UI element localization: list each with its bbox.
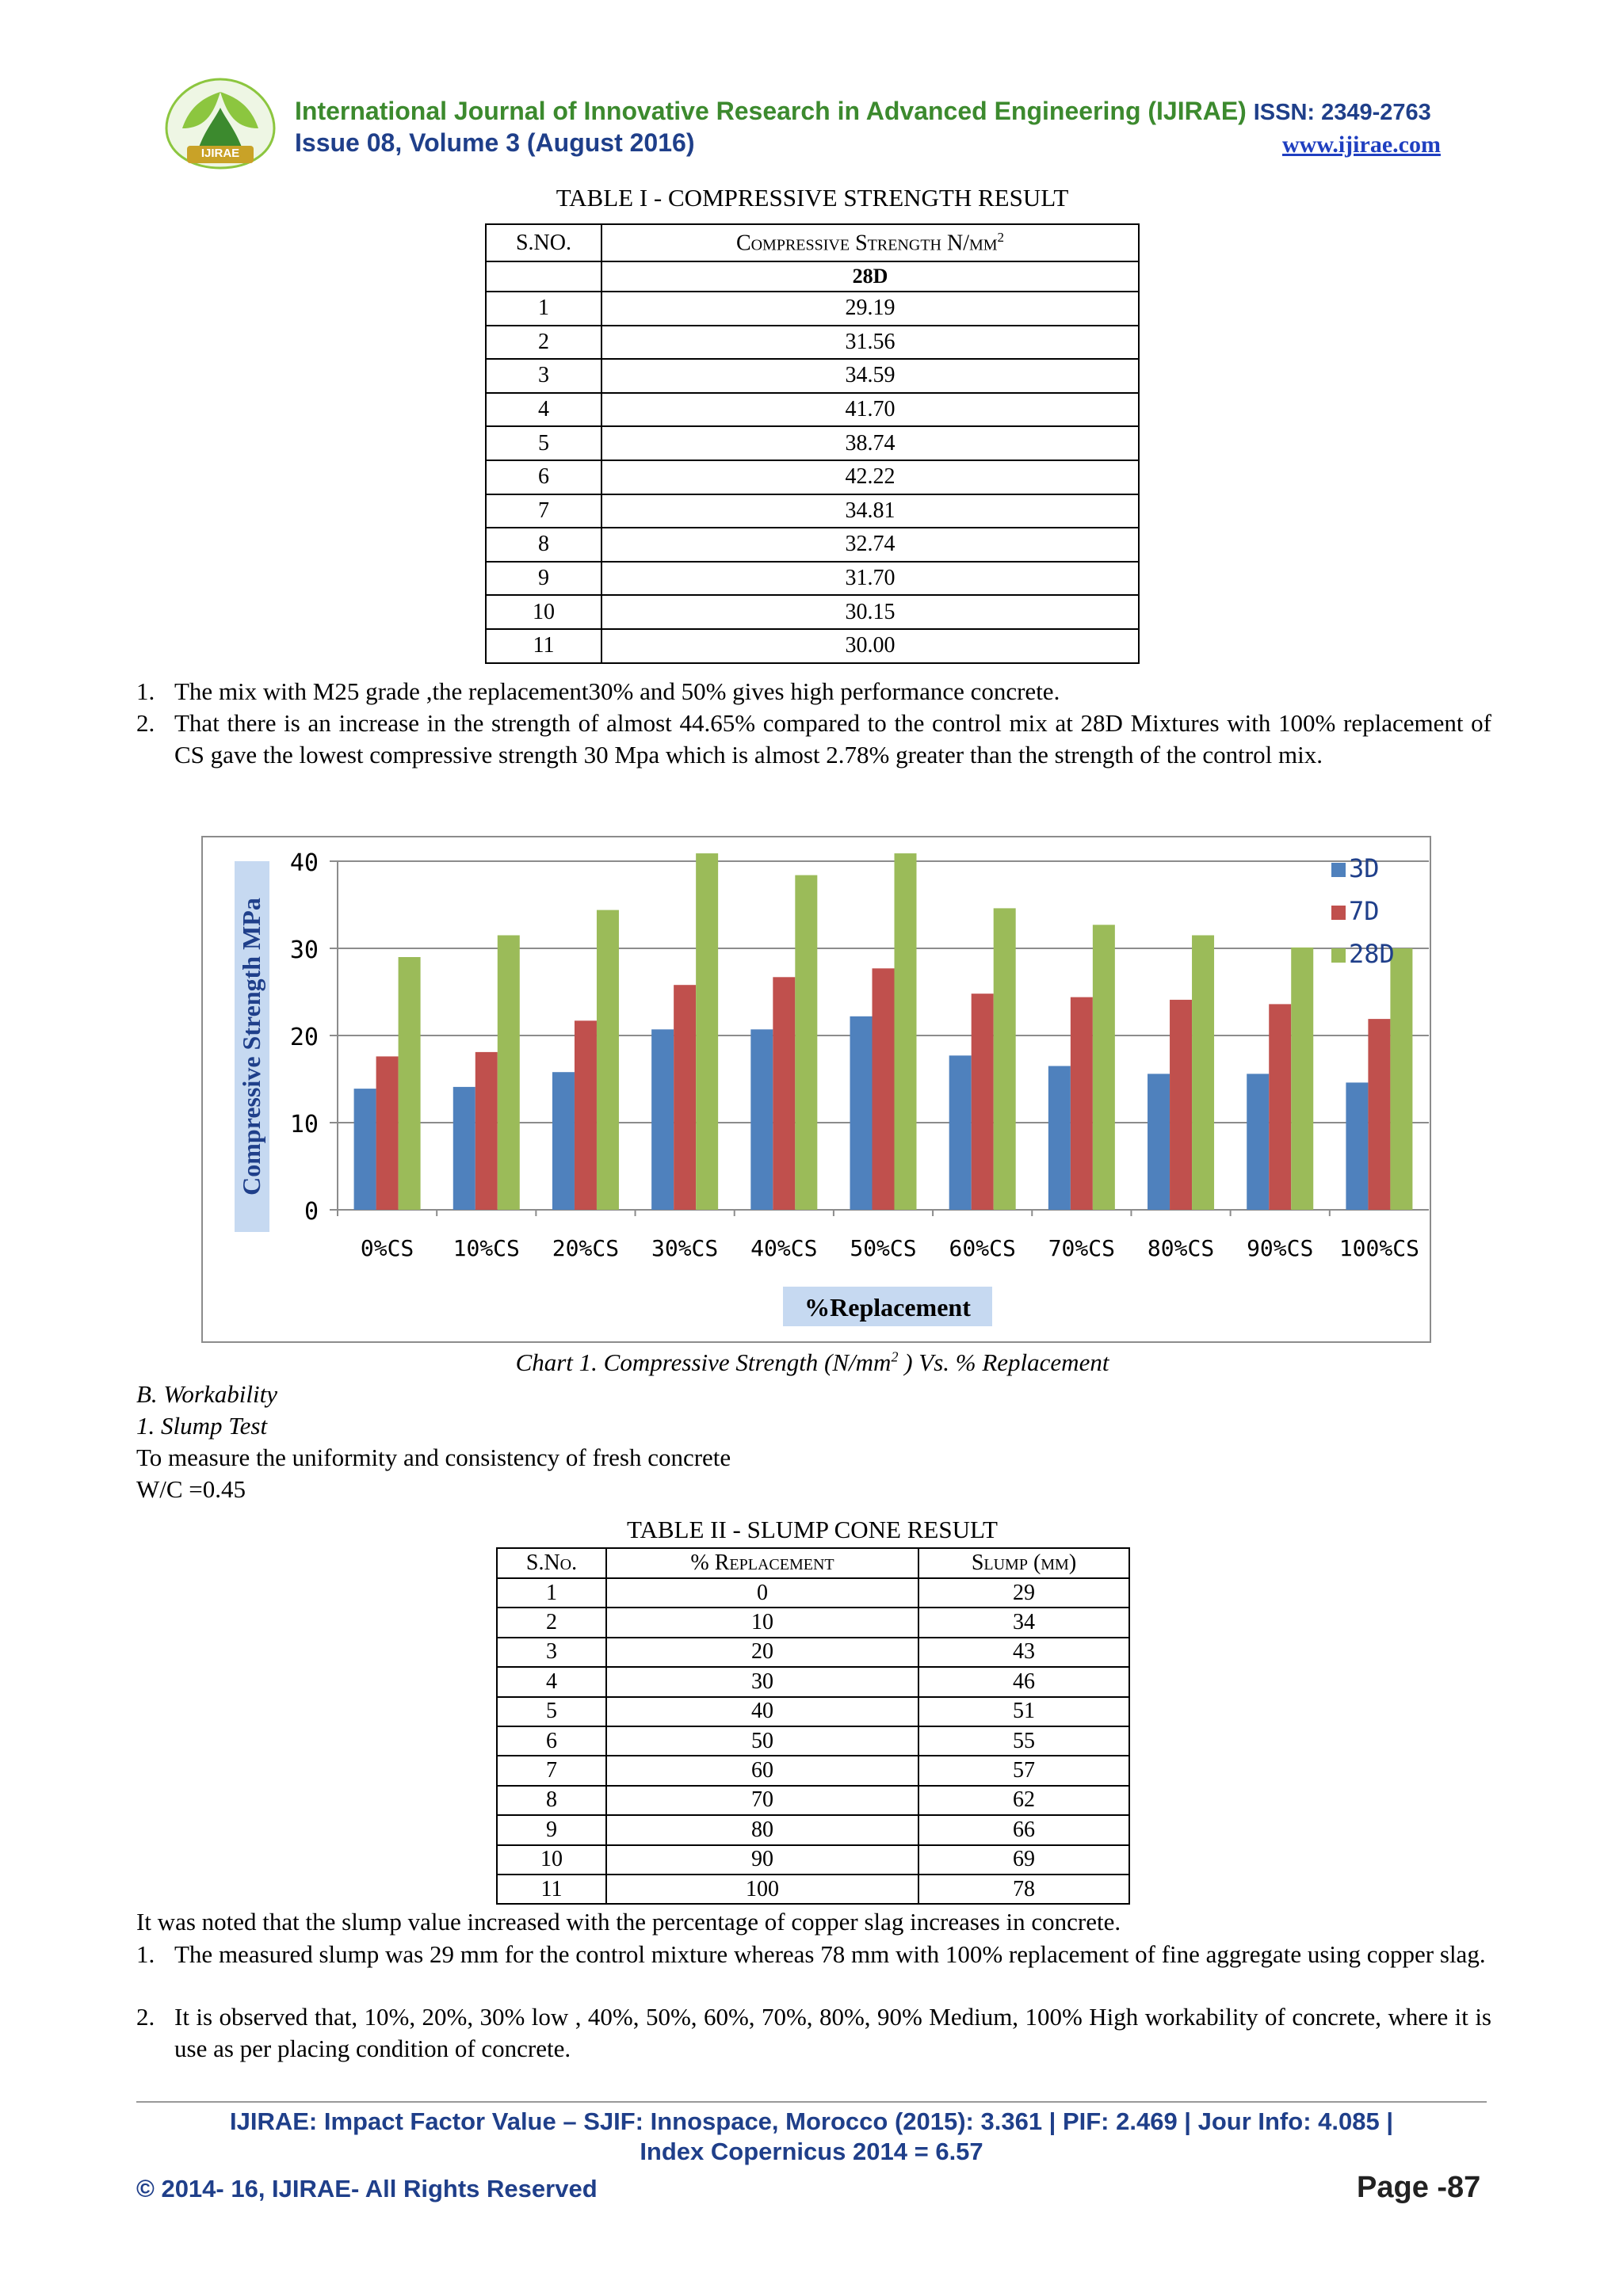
table1-subheader-blank: [486, 261, 601, 292]
table1-cell-strength: 34.81: [601, 494, 1139, 528]
table1-cell-sno: 9: [486, 562, 601, 596]
table1-header-strength-text: Compressive Strength N/mm: [735, 231, 998, 256]
table2-cell-sno: 9: [497, 1815, 606, 1844]
table1-cell-strength: 34.59: [601, 359, 1139, 393]
bar-7d-100pctcs: [1368, 1019, 1390, 1210]
page-number: Page -87: [1357, 2171, 1481, 2204]
table1-cell-sno: 10: [486, 595, 601, 629]
legend-swatch-3d: [1331, 863, 1346, 877]
bar-28d-40pctcs: [795, 875, 817, 1210]
table2-row: [497, 1726, 1129, 1756]
table2-caption: TABLE II - SLUMP CONE RESULT: [627, 1516, 998, 1543]
legend-label-7d: 7D: [1349, 896, 1380, 926]
table1-cell-strength: 42.22: [601, 460, 1139, 494]
table2-cell-replacement: 80: [606, 1815, 918, 1844]
bar-7d-10pctcs: [475, 1052, 498, 1210]
x-tick-label: 90%CS: [1247, 1235, 1314, 1261]
table2-row: [497, 1756, 1129, 1785]
list1-item-2-number: 2.: [136, 709, 155, 737]
list1-item-2-text: That there is an increase in the strength of almost 44.65% compared to the control mix at 28D Mixtures with 100% replacement of CS gave the lowest compressive strength 30 Mpa which is almost 2.78% greater than the strength of the control mix.: [174, 709, 1491, 769]
table2-row: [497, 1578, 1129, 1608]
x-tick-label: 40%CS: [750, 1235, 818, 1261]
y-tick-label: 0: [304, 1198, 319, 1226]
workability-heading: B. Workability: [136, 1380, 277, 1408]
table1-cell-strength: 29.19: [601, 292, 1139, 326]
table2-cell-replacement: 60: [606, 1756, 918, 1785]
compressive-strength-chart: [203, 837, 1430, 1341]
table2-cell-sno: 5: [497, 1697, 606, 1726]
table2-cell-sno: 6: [497, 1726, 606, 1756]
table1-row: [486, 359, 1139, 393]
table1-cell-sno: 11: [486, 629, 601, 663]
bar-7d-80pctcs: [1170, 1000, 1192, 1210]
bar-28d-30pctcs: [696, 853, 718, 1210]
bar-7d-0pctcs: [376, 1056, 399, 1210]
legend-swatch-7d: [1331, 906, 1346, 920]
table1-row: [486, 426, 1139, 460]
list2-item-1-number: 1.: [136, 1940, 155, 1968]
chart-caption-post: ) Vs. % Replacement: [898, 1348, 1109, 1376]
x-tick-label: 70%CS: [1048, 1235, 1116, 1261]
table1-cell-strength: 30.15: [601, 595, 1139, 629]
bar-3d-0pctcs: [354, 1089, 376, 1210]
table2-cell-slump: 43: [918, 1638, 1129, 1667]
legend-label-3d: 3D: [1349, 853, 1380, 883]
table1-header-sno: S.NO.: [486, 224, 601, 261]
table1-cell-strength: 32.74: [601, 528, 1139, 562]
bar-28d-90pctcs: [1291, 948, 1313, 1210]
bar-7d-70pctcs: [1071, 997, 1093, 1210]
table2-cell-sno: 11: [497, 1875, 606, 1904]
table1-cell-sno: 6: [486, 460, 601, 494]
table1-cell-sno: 8: [486, 528, 601, 562]
chart-frame: [201, 836, 1431, 1343]
slump-note: It was noted that the slump value increased with the percentage of copper slag increases in concrete.: [136, 1908, 1121, 1936]
table2-header-replacement: % Replacement: [606, 1548, 918, 1578]
bar-7d-20pctcs: [575, 1020, 597, 1210]
table2-row: [497, 1845, 1129, 1875]
table2-cell-replacement: 20: [606, 1638, 918, 1667]
footer-divider: [136, 2101, 1487, 2103]
table2-row: [497, 1638, 1129, 1667]
list1-item-1-number: 1.: [136, 677, 155, 705]
table2-row: [497, 1667, 1129, 1696]
table1-header-sup: 2: [997, 230, 1005, 246]
table2-row: [497, 1786, 1129, 1815]
list1-item-1-text: The mix with M25 grade ,the replacement30% and 50% gives high performance concrete.: [174, 677, 1060, 705]
table1-row: [486, 393, 1139, 427]
table2-cell-slump: 69: [918, 1845, 1129, 1875]
table2-cell-slump: 55: [918, 1726, 1129, 1756]
table1-cell-sno: 4: [486, 393, 601, 427]
bar-7d-60pctcs: [972, 994, 994, 1210]
y-axis-label: Compressive Strength MPa: [237, 898, 265, 1196]
journal-logo: [158, 73, 282, 173]
bar-28d-80pctcs: [1192, 936, 1214, 1211]
bar-3d-100pctcs: [1346, 1082, 1368, 1210]
bar-28d-100pctcs: [1390, 948, 1412, 1210]
table2-row: [497, 1697, 1129, 1726]
list1-item-1: [136, 676, 1491, 707]
bar-3d-80pctcs: [1148, 1074, 1170, 1210]
bar-3d-60pctcs: [949, 1055, 972, 1210]
bar-3d-40pctcs: [750, 1029, 773, 1210]
journal-title: International Journal of Innovative Research in Advanced Engineering (IJIRAE): [295, 97, 1247, 125]
table1-header-strength: [601, 224, 1139, 261]
table1-cell-strength: 38.74: [601, 426, 1139, 460]
list2-item-2-text: It is observed that, 10%, 20%, 30% low , 40%, 50%, 60%, 70%, 80%, 90% Medium, 100% High workability of concrete, where it is use as per placing condition of concrete.: [174, 2003, 1491, 2062]
table1-cell-sno: 2: [486, 326, 601, 360]
table2-cell-slump: 34: [918, 1608, 1129, 1637]
table1-cell-sno: 1: [486, 292, 601, 326]
x-tick-label: 30%CS: [651, 1235, 719, 1261]
table1-row: [486, 528, 1139, 562]
slump-cone-table: [496, 1547, 1130, 1905]
x-tick-label: 10%CS: [453, 1235, 520, 1261]
logo-text: IJIRAE: [200, 147, 240, 160]
slump-test-heading: 1. Slump Test: [136, 1412, 268, 1440]
table2-cell-slump: 57: [918, 1756, 1129, 1785]
slump-test-description: To measure the uniformity and consistency of fresh concrete: [136, 1444, 731, 1471]
table1-cell-sno: 5: [486, 426, 601, 460]
table2-cell-slump: 62: [918, 1786, 1129, 1815]
issn: ISSN: 2349-2763: [1253, 100, 1431, 125]
x-axis-label: %Replacement: [804, 1293, 971, 1322]
table2-header-slump: Slump (mm): [918, 1548, 1129, 1578]
table1-cell-strength: 41.70: [601, 393, 1139, 427]
table1-row: [486, 629, 1139, 663]
x-tick-label: 50%CS: [850, 1235, 917, 1261]
bar-3d-10pctcs: [453, 1087, 475, 1210]
table1-row: [486, 562, 1139, 596]
bar-28d-60pctcs: [994, 908, 1016, 1210]
journal-url-link[interactable]: www.ijirae.com: [1282, 132, 1441, 158]
footer-copyright: © 2014- 16, IJIRAE- All Rights Reserved: [136, 2175, 598, 2203]
table2-cell-replacement: 40: [606, 1697, 918, 1726]
bar-3d-50pctcs: [850, 1016, 873, 1210]
table1-caption: TABLE I - COMPRESSIVE STRENGTH RESULT: [556, 184, 1069, 212]
footer-index-line: Index Copernicus 2014 = 6.57: [640, 2138, 983, 2165]
bar-28d-0pctcs: [399, 957, 421, 1210]
compressive-strength-table: [485, 223, 1140, 664]
list2-item-2-number: 2.: [136, 2003, 155, 2031]
table2-cell-sno: 8: [497, 1786, 606, 1815]
list2-item-1-text: The measured slump was 29 mm for the control mixture whereas 78 mm with 100% replacement of fine aggregate using copper slag.: [174, 1940, 1486, 1968]
bar-3d-90pctcs: [1247, 1074, 1269, 1210]
table2-cell-replacement: 100: [606, 1875, 918, 1904]
x-tick-label: 20%CS: [552, 1235, 620, 1261]
table1-row: [486, 326, 1139, 360]
table1-cell-strength: 31.56: [601, 326, 1139, 360]
bar-3d-20pctcs: [552, 1072, 575, 1210]
table2-cell-sno: 1: [497, 1578, 606, 1608]
table2-cell-sno: 4: [497, 1667, 606, 1696]
table2-cell-replacement: 10: [606, 1608, 918, 1637]
chart-caption-pre: Chart 1. Compressive Strength (N/mm: [515, 1348, 892, 1376]
table2-cell-sno: 7: [497, 1756, 606, 1785]
table2-cell-slump: 66: [918, 1815, 1129, 1844]
water-cement-ratio: W/C =0.45: [136, 1475, 246, 1503]
table1-cell-strength: 30.00: [601, 629, 1139, 663]
table1-cell-strength: 31.70: [601, 562, 1139, 596]
list1-item-2: [136, 707, 1491, 803]
table2-cell-sno: 10: [497, 1845, 606, 1875]
issue-info: Issue 08, Volume 3 (August 2016): [295, 128, 695, 157]
bar-28d-50pctcs: [895, 853, 917, 1210]
x-tick-label: 80%CS: [1147, 1235, 1215, 1261]
y-tick-label: 10: [289, 1111, 319, 1138]
bar-7d-30pctcs: [674, 985, 696, 1210]
table1-row: [486, 494, 1139, 528]
y-tick-label: 20: [289, 1024, 319, 1051]
table2-cell-sno: 2: [497, 1608, 606, 1637]
table2-header-sno: S.No.: [497, 1548, 606, 1578]
table2-cell-replacement: 30: [606, 1667, 918, 1696]
list2-item-1: [136, 1939, 1491, 2002]
table1-cell-sno: 7: [486, 494, 601, 528]
table2-cell-slump: 29: [918, 1578, 1129, 1608]
bar-28d-70pctcs: [1093, 925, 1115, 1210]
bar-28d-10pctcs: [498, 936, 520, 1211]
table1-row: [486, 595, 1139, 629]
table2-row: [497, 1608, 1129, 1637]
bar-3d-70pctcs: [1048, 1066, 1071, 1211]
table2-row: [497, 1815, 1129, 1844]
table2-cell-replacement: 0: [606, 1578, 918, 1608]
chart-caption-sup: 2: [891, 1348, 899, 1365]
legend-swatch-28d: [1331, 948, 1346, 963]
table2-cell-replacement: 90: [606, 1845, 918, 1875]
table2-cell-replacement: 70: [606, 1786, 918, 1815]
chart-caption: [365, 1348, 1260, 1377]
y-tick-label: 30: [289, 936, 319, 964]
x-tick-label: 0%CS: [360, 1235, 414, 1261]
bar-7d-50pctcs: [873, 968, 895, 1210]
legend-label-28d: 28D: [1349, 939, 1395, 969]
table2-cell-slump: 46: [918, 1667, 1129, 1696]
x-tick-label: 100%CS: [1338, 1235, 1419, 1261]
footer-impact-line: IJIRAE: Impact Factor Value – SJIF: Innospace, Morocco (2015): 3.361 | PIF: 2.469 | Jour Info: 4.085 |: [230, 2107, 1393, 2135]
table2-cell-replacement: 50: [606, 1726, 918, 1756]
list2-item-2: [136, 2001, 1491, 2065]
table2-cell-slump: 51: [918, 1697, 1129, 1726]
y-tick-label: 40: [289, 849, 319, 877]
table1-cell-sno: 3: [486, 359, 601, 393]
bar-7d-90pctcs: [1269, 1004, 1291, 1210]
table1-subheader-28d: 28D: [601, 261, 1139, 292]
table2-row: [497, 1875, 1129, 1904]
table2-cell-slump: 78: [918, 1875, 1129, 1904]
journal-title-line: [295, 97, 1431, 126]
bar-3d-30pctcs: [651, 1029, 674, 1210]
bar-7d-40pctcs: [773, 977, 795, 1210]
table1-row: [486, 292, 1139, 326]
table2-cell-sno: 3: [497, 1638, 606, 1667]
x-tick-label: 60%CS: [949, 1235, 1016, 1261]
bar-28d-20pctcs: [597, 910, 619, 1210]
table1-row: [486, 460, 1139, 494]
